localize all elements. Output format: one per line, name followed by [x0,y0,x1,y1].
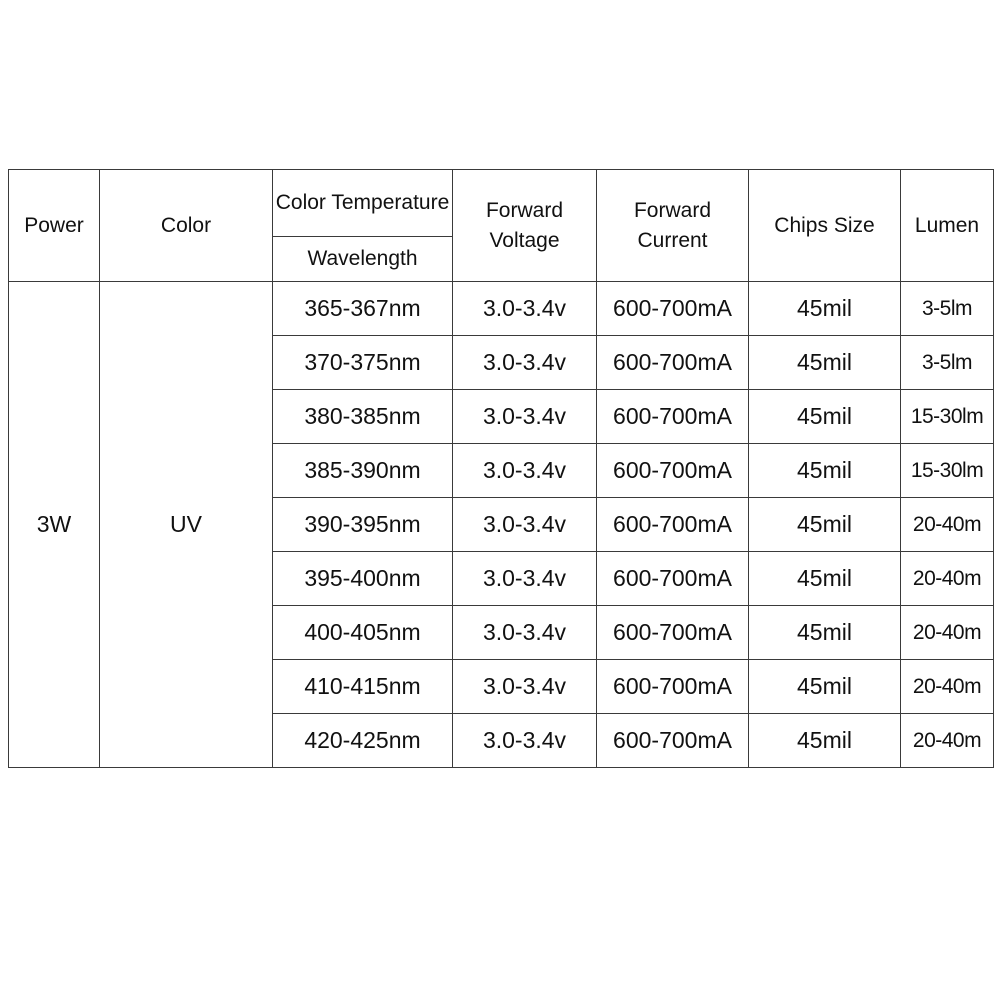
chips-size-cell: 45mil [749,336,901,390]
wavelength-cell: 410-415nm [273,660,453,714]
color-value-cell: UV [100,282,273,768]
header-power: Power [9,170,100,282]
forward-voltage-cell: 3.0-3.4v [453,282,597,336]
lumen-cell: 15-30lm [901,444,994,498]
forward-voltage-cell: 3.0-3.4v [453,552,597,606]
chips-size-cell: 45mil [749,390,901,444]
header-forward-current: Forward Current [597,170,749,282]
lumen-cell: 20-40m [901,660,994,714]
wavelength-cell: 400-405nm [273,606,453,660]
spec-table [8,169,994,768]
header-color-temperature: Color Temperature [273,170,453,237]
forward-current-cell: 600-700mA [597,606,749,660]
wavelength-cell: 395-400nm [273,552,453,606]
wavelength-cell: 370-375nm [273,336,453,390]
chips-size-cell: 45mil [749,444,901,498]
forward-voltage-cell: 3.0-3.4v [453,714,597,768]
forward-voltage-cell: 3.0-3.4v [453,336,597,390]
chips-size-cell: 45mil [749,606,901,660]
forward-voltage-cell: 3.0-3.4v [453,444,597,498]
lumen-cell: 20-40m [901,498,994,552]
lumen-cell: 20-40m [901,552,994,606]
forward-current-cell: 600-700mA [597,660,749,714]
forward-current-cell: 600-700mA [597,444,749,498]
power-value-cell: 3W [9,282,100,768]
chips-size-cell: 45mil [749,660,901,714]
table-row [9,282,994,336]
wavelength-cell: 385-390nm [273,444,453,498]
header-row [9,170,994,237]
chips-size-cell: 45mil [749,498,901,552]
wavelength-cell: 390-395nm [273,498,453,552]
chips-size-cell: 45mil [749,282,901,336]
chips-size-cell: 45mil [749,552,901,606]
header-color: Color [100,170,273,282]
forward-voltage-cell: 3.0-3.4v [453,498,597,552]
forward-current-cell: 600-700mA [597,336,749,390]
wavelength-cell: 380-385nm [273,390,453,444]
lumen-cell: 15-30lm [901,390,994,444]
forward-voltage-cell: 3.0-3.4v [453,606,597,660]
wavelength-cell: 420-425nm [273,714,453,768]
header-lumen: Lumen [901,170,994,282]
forward-voltage-cell: 3.0-3.4v [453,660,597,714]
forward-voltage-cell: 3.0-3.4v [453,390,597,444]
forward-current-cell: 600-700mA [597,390,749,444]
lumen-cell: 20-40m [901,606,994,660]
header-wavelength: Wavelength [273,237,453,282]
forward-current-cell: 600-700mA [597,714,749,768]
lumen-cell: 3-5lm [901,282,994,336]
wavelength-cell: 365-367nm [273,282,453,336]
lumen-cell: 3-5lm [901,336,994,390]
lumen-cell: 20-40m [901,714,994,768]
header-forward-voltage: Forward Voltage [453,170,597,282]
header-chips-size: Chips Size [749,170,901,282]
forward-current-cell: 600-700mA [597,282,749,336]
chips-size-cell: 45mil [749,714,901,768]
forward-current-cell: 600-700mA [597,552,749,606]
forward-current-cell: 600-700mA [597,498,749,552]
